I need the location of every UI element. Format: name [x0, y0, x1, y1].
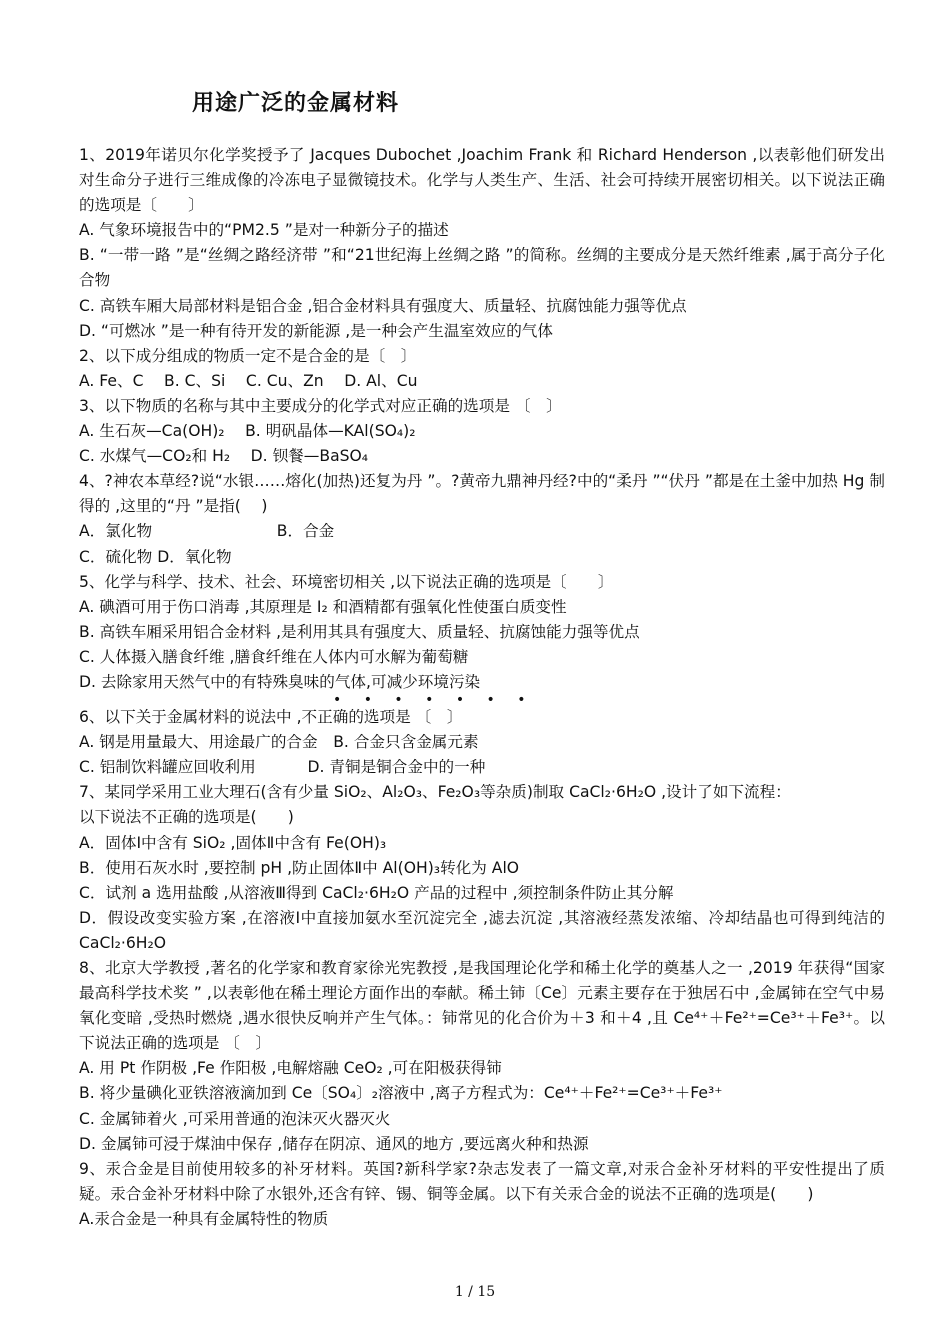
page-title: 用途广泛的金属材料 [192, 91, 400, 116]
q3-options-cd: C. 水煤气—CO₂和 H₂ D. 钡餐—BaSO₄ [79, 447, 369, 466]
q4-options-ab: A．氯化物 B．合金 [79, 522, 335, 541]
q9-option-a: A.汞合金是一种具有金属特性的物质 [79, 1209, 329, 1228]
q7-stem: 7、某同学采用工业大理石(含有少量 SiO₂、Al₂O₃、Fe₂O₃等杂质)制取 CaCl₂·6H₂O ,设计了如下流程： [79, 783, 791, 802]
page-number: 1 / 15 [454, 1284, 496, 1300]
q8-option-a: A. 用 Pt 作阴极 ,Fe 作阳极 ,电解熔融 CeO₂ ,可在阳极获得铈 [79, 1059, 502, 1078]
q5-stem: 5、化学与科学、技术、社会、环境密切相关 ,以下说法正确的选项是〔 〕 [79, 572, 614, 591]
q7-option-c: C．试剂 a 选用盐酸 ,从溶液Ⅲ得到 CaCl₂·6H₂O 产品的过程中 ,须控制条件防止其分解 [79, 883, 674, 902]
q6-stem: 6、以下关于金属材料的说法中 ,不正确的选项是 〔 〕 [79, 708, 463, 727]
q5-option-c: C. 人体摄入膳食纤维 ,膳食纤维在人体内可水解为葡萄糖 [79, 647, 469, 666]
q8-option-c: C. 金属铈着火 ,可采用普通的泡沫灭火器灭火 [79, 1109, 391, 1128]
q5-option-a: A. 碘酒可用于伤口消毒 ,其原理是 I₂ 和酒精都有强氧化性使蛋白质变性 [79, 597, 567, 616]
q4-stem: 4、?神农本草经?说“水银……熔化(加热)还复为丹 ”。?黄帝九鼎神丹经?中的“柔丹 ”“伏丹 ”都是在土釜中加热 Hg 制得的 ,这里的“丹 ”是指( ) [79, 472, 885, 516]
q8-stem: 8、北京大学教授 ,著名的化学家和教育家徐光宪教授 ,是我国理论化学和稀土化学的奠基人之一 ,2019 年获得“国家最高科学技术奖 ” ,以表彰他在稀土理论方面作出的奉献。稀土铈〔Ce〕元素主要存在于独居石中 ,金属铈在空气中易氧化变暗 ,受热时燃烧 ,遇水很快反响并产生气体。：铈常见的化合价为＋3 和＋4 ,且 Ce⁴⁺＋Fe²⁺=Ce³⁺＋Fe³⁺。以下说法正确的选项是 〔 〕 [79, 959, 885, 1053]
q1-option-b: B. “一带一路 ”是“丝绸之路经济带 ”和“21世纪海上丝绸之路 ”的简称。丝绸的主要成分是天然纤维素 ,属于高分子化合物 [79, 246, 885, 290]
emphasis-dots: • • • • • • • [333, 692, 535, 709]
q3-options-ab: A. 生石灰—Ca(OH)₂ B. 明矾晶体—KAl(SO₄)₂ [79, 422, 416, 441]
q7-option-a: A．固体Ⅰ中含有 SiO₂ ,固体Ⅱ中含有 Fe(OH)₃ [79, 833, 387, 852]
q4-options-cd: C．硫化物 D．氧化物 [79, 547, 232, 566]
q5-option-d: D. 去除家用天然气中的有特殊臭味的气体,可减少环境污染 [79, 672, 481, 691]
q6-options-ab: A. 钢是用量最大、用途最广的合金 B. 合金只含金属元素 [79, 733, 479, 752]
q7-option-d: D．假设改变实验方案 ,在溶液Ⅰ中直接加氨水至沉淀完全 ,滤去沉淀 ,其溶液经蒸发浓缩、冷却结晶也可得到纯洁的 CaCl₂·6H₂O [79, 908, 890, 952]
q2-options: A. Fe、C B. C、Si C. Cu、Zn D. Al、Cu [79, 371, 418, 390]
q1-option-c: C. 高铁车厢大局部材料是铝合金 ,铝合金材料具有强度大、质量轻、抗腐蚀能力强等优点 [79, 296, 687, 315]
q8-option-d: D. 金属铈可浸于煤油中保存 ,储存在阴凉、通风的地方 ,要远离火种和热源 [79, 1134, 589, 1153]
q6-options-cd: C. 铝制饮料罐应回收利用 D. 青铜是铜合金中的一种 [79, 758, 486, 777]
q1-option-a: A. 气象环境报告中的“PM2.5 ”是对一种新分子的描述 [79, 221, 449, 240]
q8-option-b: B. 将少量碘化亚铁溶液滴加到 Ce〔SO₄〕₂溶液中 ,离子方程式为：Ce⁴⁺＋Fe²⁺=Ce³⁺＋Fe³⁺ [79, 1084, 723, 1103]
q9-stem: 9、汞合金是目前使用较多的补牙材料。英国?新科学家?杂志发表了一篇文章,对汞合金补牙材料的平安性提出了质疑。汞合金补牙材料中除了水银外,还含有锌、锡、铜等金属。以下有关汞合金的说法不正确的选项是( ) [79, 1159, 885, 1203]
q5-option-b: B. 高铁车厢采用铝合金材料 ,是利用其具有强度大、质量轻、抗腐蚀能力强等优点 [79, 622, 640, 641]
q3-stem: 3、以下物质的名称与其中主要成分的化学式对应正确的选项是 〔 〕 [79, 396, 562, 415]
q7-question: 以下说法不正确的选项是( ) [79, 808, 294, 827]
document-body [67, 143, 890, 1232]
q1-option-d: D. “可燃冰 ”是一种有待开发的新能源 ,是一种会产生温室效应的气体 [79, 321, 553, 340]
q7-option-b: B．使用石灰水时 ,要控制 pH ,防止固体Ⅱ中 Al(OH)₃转化为 AlO [79, 858, 520, 877]
q2-stem: 2、以下成分组成的物质一定不是合金的是〔 〕 [79, 346, 417, 365]
q1-stem: 1、2019年诺贝尔化学奖授予了 Jacques Dubochet ,Joachim Frank 和 Richard Henderson ,以表彰他们研发出对生命分子进行三维成像的冷冻电子显微镜技术。化学与人类生产、生活、社会可持续开展密切相关。以下说法正确的选项是〔 〕 [79, 146, 885, 215]
